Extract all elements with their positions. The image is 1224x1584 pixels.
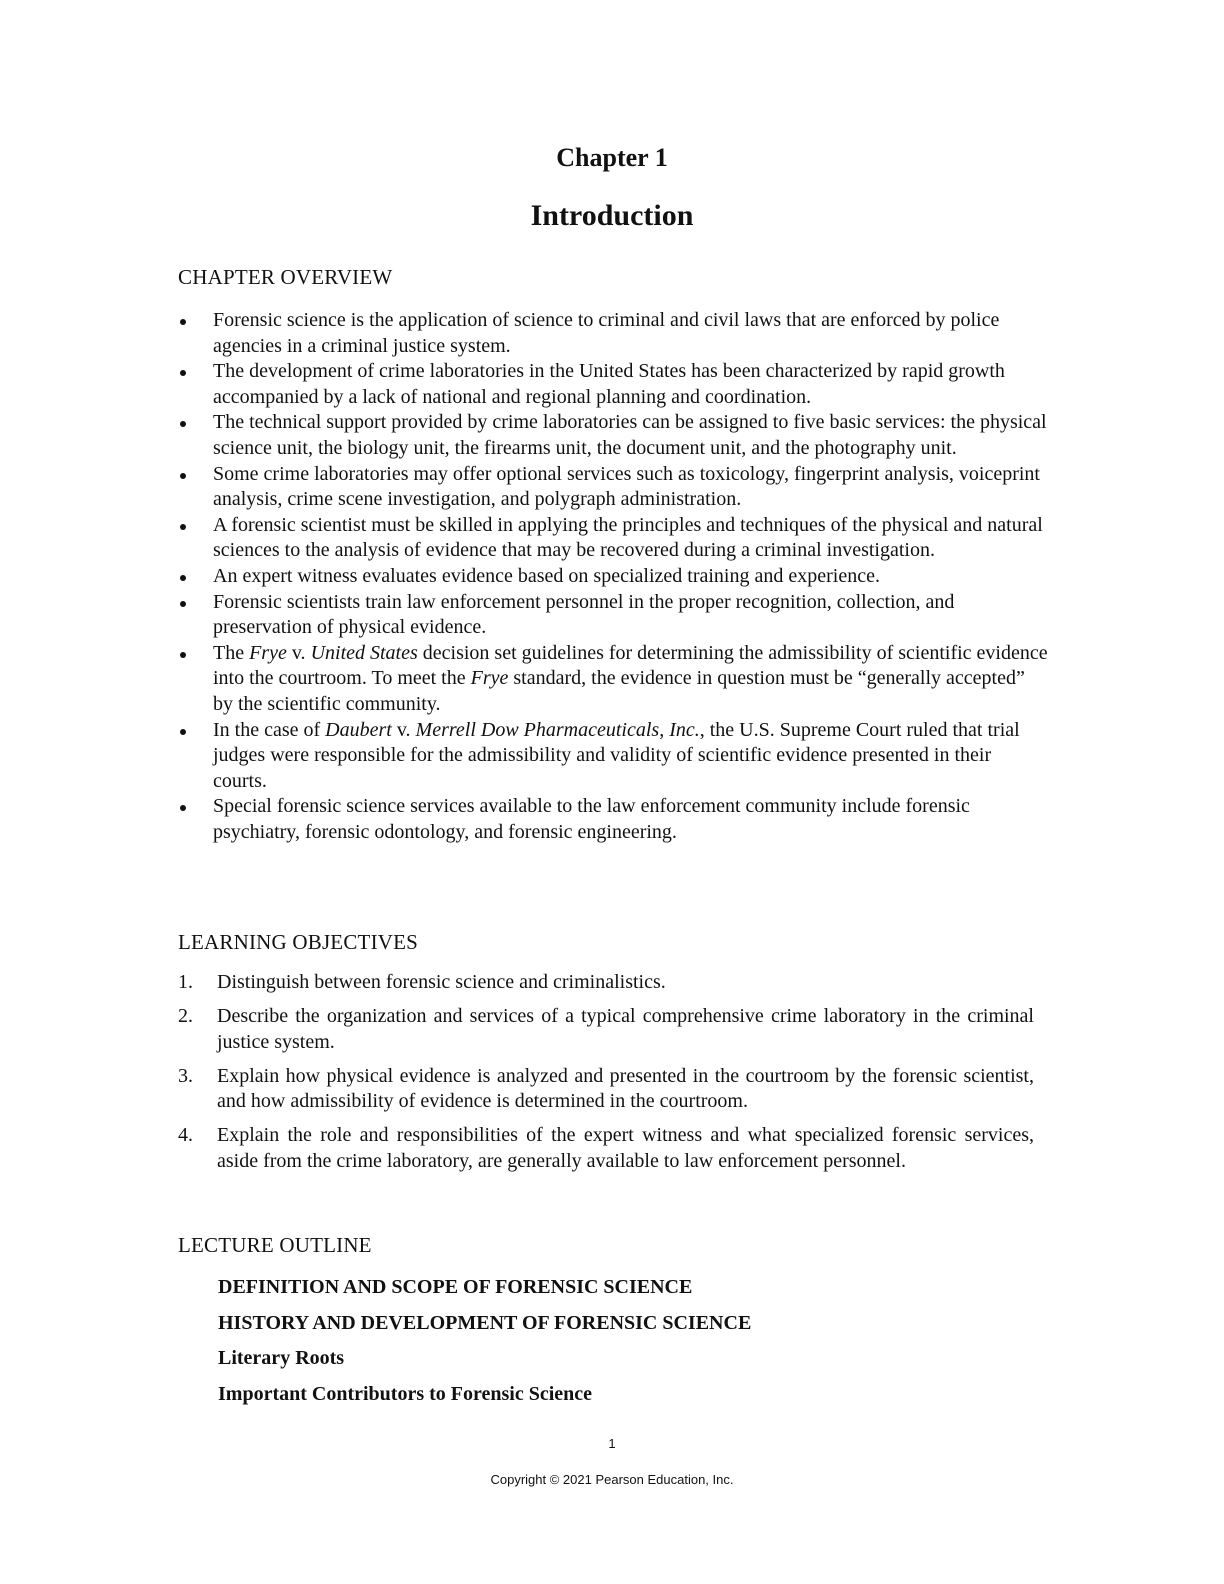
- list-item: The technical support provided by crime laboratories can be assigned to five basic services: the physical science unit, the biology unit, the firearms unit, the document unit, and the photography unit.: [178, 410, 1048, 461]
- objective-item: 3. Explain how physical evidence is analyzed and presented in the courtroom by the forensic scientist, and how admissibility of evidence is determined in the courtroom.: [178, 1064, 1034, 1113]
- case-name: Frye: [470, 667, 509, 690]
- bullet-icon: [180, 319, 186, 325]
- list-item: Forensic scientists train law enforcement personnel in the proper recognition, collection, and preservation of physical evidence.: [178, 590, 1048, 641]
- copyright-notice: Copyright © 2021 Pearson Education, Inc.: [490, 1472, 734, 1487]
- objective-number: 3.: [178, 1064, 193, 1087]
- outline-list: [218, 1273, 751, 1415]
- case-name: Daubert: [325, 718, 392, 741]
- page-number: 1: [608, 1436, 616, 1451]
- list-item-daubert: In the case of Daubert v. Merrell Dow Pharmaceuticals, Inc., the U.S. Supreme Court ruled that trial judges were responsible for the admissibility and validity of scientific evidence presented in their courts.: [178, 718, 1048, 795]
- bullet-icon: [180, 370, 186, 376]
- case-name: Frye: [249, 641, 287, 664]
- overview-heading: CHAPTER OVERVIEW: [178, 265, 393, 289]
- overview-list: [178, 308, 1048, 845]
- list-item: A forensic scientist must be skilled in applying the principles and techniques of the physical and natural sciences to the analysis of evidence that may be recovered during a criminal investigation.: [178, 513, 1048, 564]
- chapter-number: Chapter 1: [556, 143, 668, 172]
- list-item-frye: The Frye v. United States decision set guidelines for determining the admissibility of scientific evidence into the courtroom. To meet the Frye standard, the evidence in question must be “generally accepted” by the scientific community.: [178, 641, 1048, 718]
- list-item: The development of crime laboratories in the United States has been characterized by rapid growth accompanied by a lack of national and regional planning and coordination.: [178, 359, 1048, 410]
- outline-item: HISTORY AND DEVELOPMENT OF FORENSIC SCIENCE: [218, 1311, 752, 1334]
- outline-item: DEFINITION AND SCOPE OF FORENSIC SCIENCE: [218, 1276, 693, 1298]
- bullet-icon: [180, 575, 186, 581]
- list-item: An expert witness evaluates evidence based on specialized training and experience.: [178, 564, 1048, 590]
- objective-number: 4.: [178, 1124, 193, 1147]
- case-name: Merrell Dow Pharmaceuticals, Inc.: [415, 718, 700, 741]
- bullet-icon: [180, 805, 186, 811]
- bullet-icon: [180, 729, 186, 735]
- list-item: Forensic science is the application of science to criminal and civil laws that are enforced by police agencies in a criminal justice system.: [178, 308, 1048, 359]
- list-item: Special forensic science services available to the law enforcement community include forensic psychiatry, forensic odontology, and forensic engineering.: [178, 794, 1048, 845]
- outline-item: Literary Roots: [218, 1347, 345, 1369]
- bullet-icon: [180, 473, 186, 479]
- objective-number: 2.: [178, 1005, 193, 1028]
- objective-item: 2. Describe the organization and services of a typical comprehensive crime laboratory in the criminal justice system.: [178, 1005, 1034, 1053]
- objectives-list: [178, 970, 1034, 1183]
- bullet-icon: [180, 421, 186, 427]
- objectives-heading: LEARNING OBJECTIVES: [178, 930, 419, 954]
- bullet-icon: [180, 601, 186, 607]
- objective-item: 4. Explain the role and responsibilities of the expert witness and what specialized forensic services, aside from the crime laboratory, are generally available to law enforcement personnel.: [178, 1124, 1034, 1173]
- bullet-icon: [180, 524, 186, 530]
- bullet-icon: [180, 652, 186, 658]
- outline-item: Important Contributors to Forensic Science: [218, 1382, 593, 1405]
- case-name: United States: [310, 641, 418, 664]
- chapter-title: Introduction: [530, 199, 694, 232]
- objective-number: 1.: [178, 971, 193, 993]
- list-item: Some crime laboratories may offer optional services such as toxicology, fingerprint analysis, voiceprint analysis, crime scene investigation, and polygraph administration.: [178, 462, 1048, 513]
- objective-item: 1. Distinguish between forensic science and criminalistics.: [178, 970, 1034, 996]
- outline-heading: LECTURE OUTLINE: [178, 1233, 372, 1257]
